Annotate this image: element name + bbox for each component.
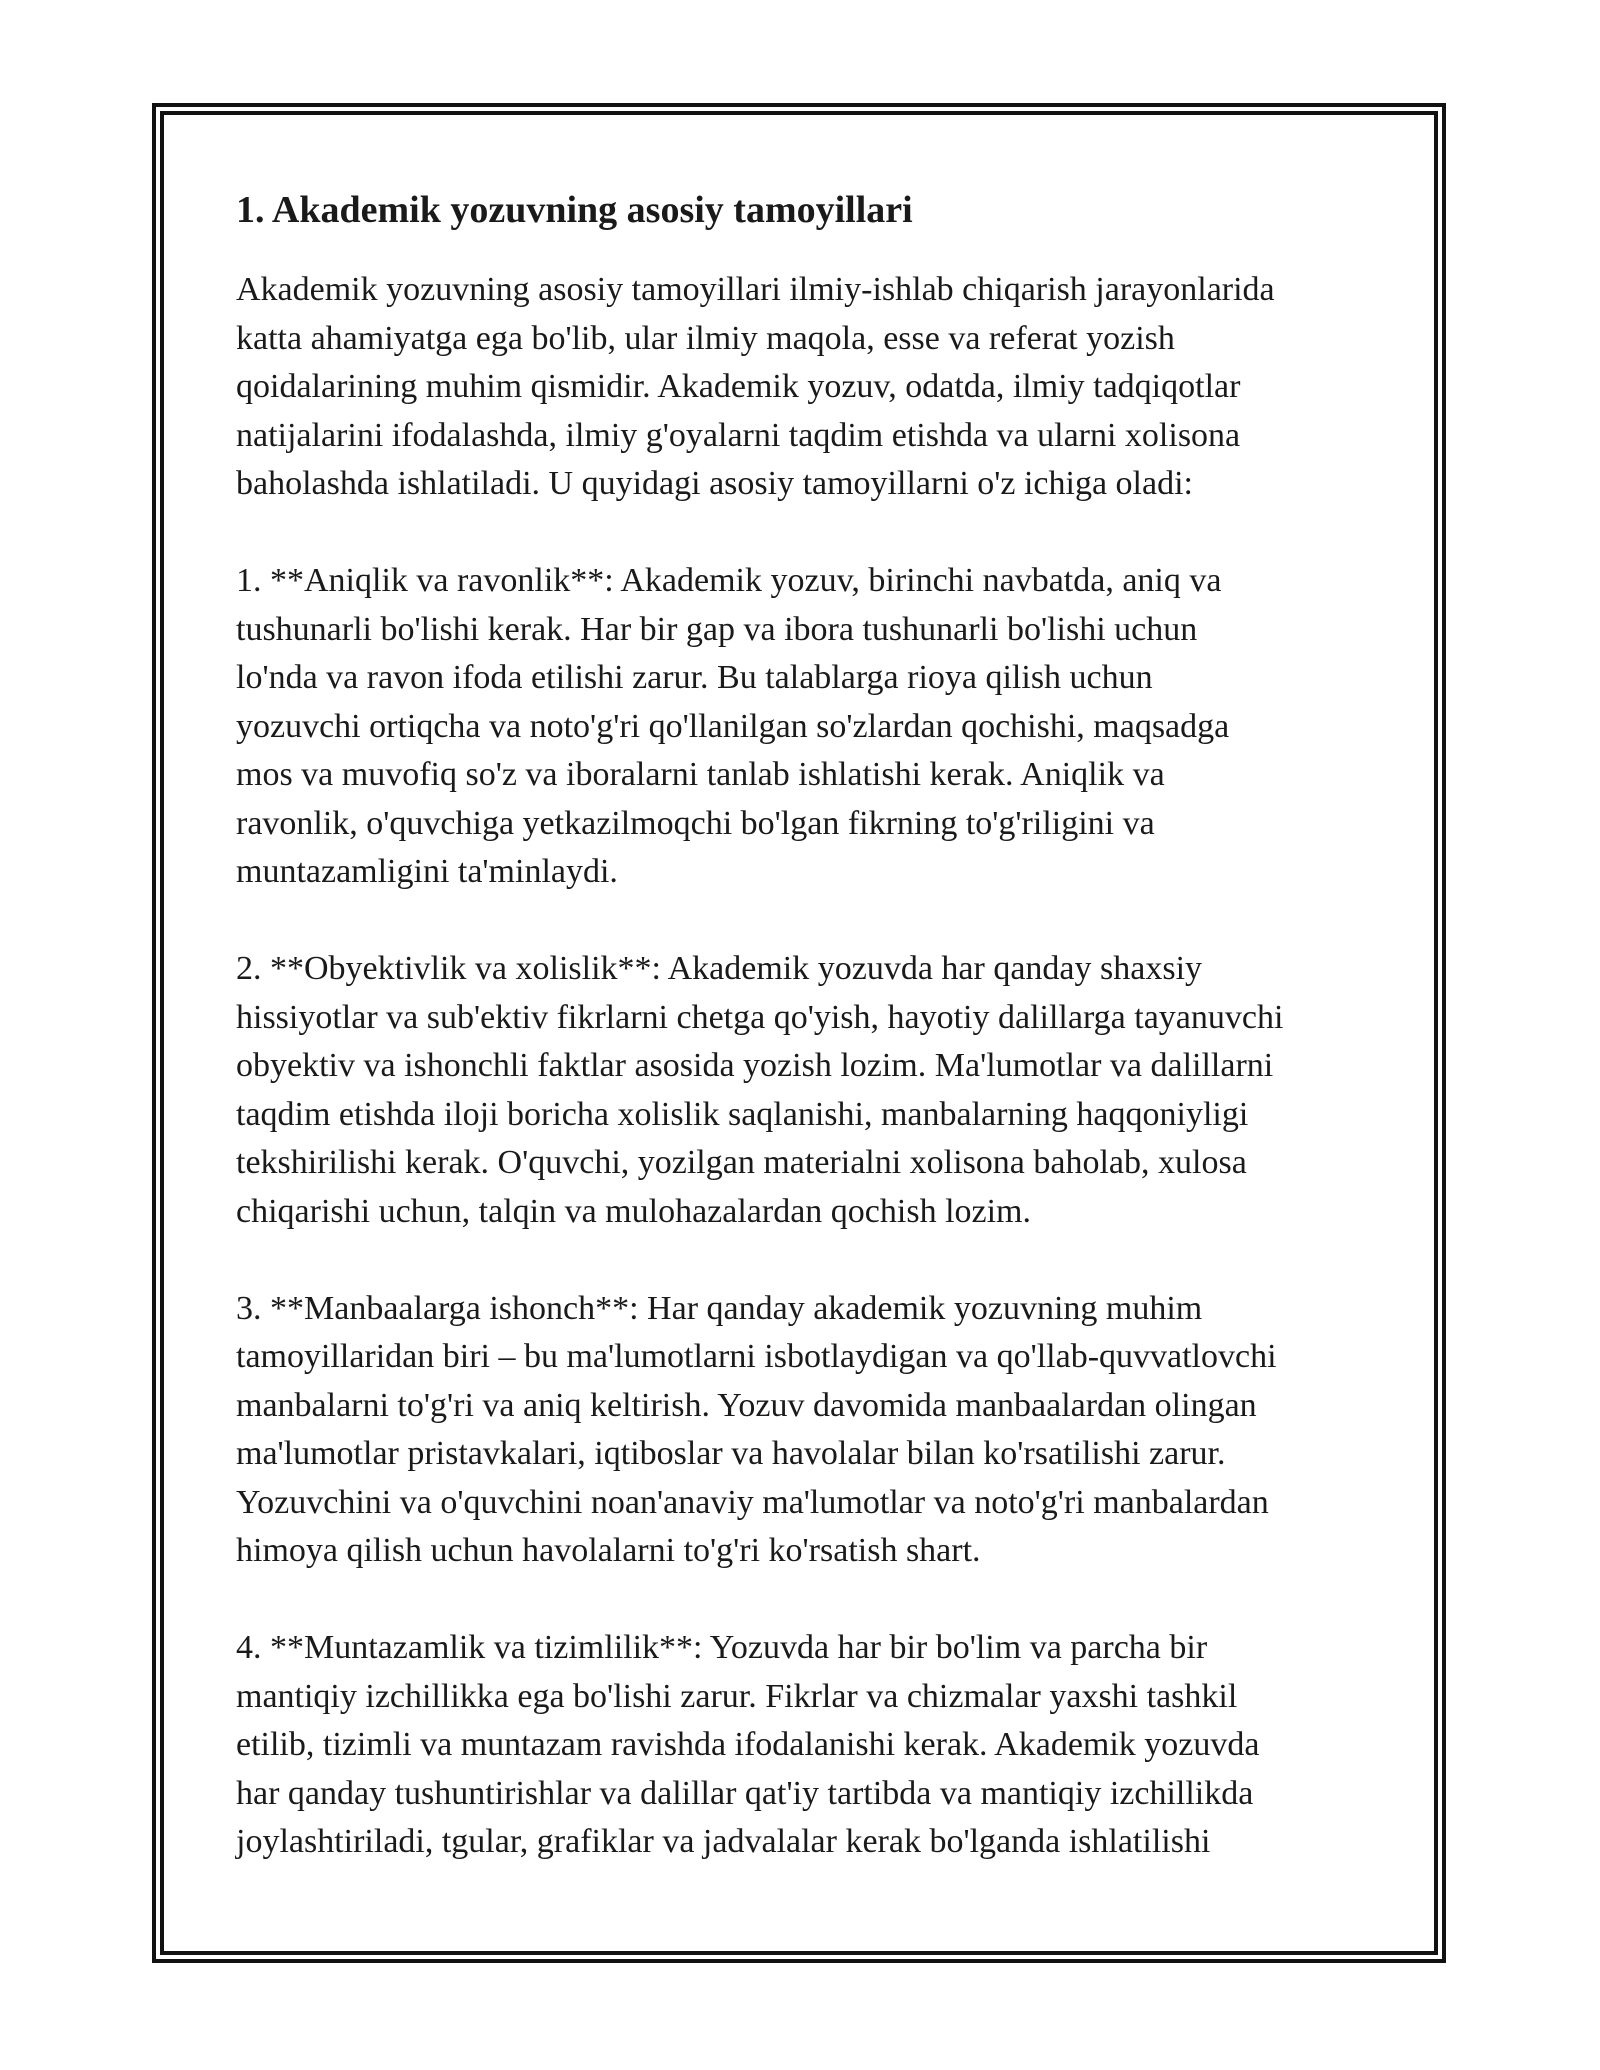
principle-3-paragraph: 3. **Manbaalarga ishonch**: Har qanday akademik yozuvning muhim tamoyillaridan biri – bu ma'lumotlarni isbotlaydigan va qo'llab-quvvatlovchi manbalarni to'g'ri va aniq keltirish. Yozuv davomida manbaalardan olingan ma'lumotlar pristavkalari, iqtiboslar va havolalar bilan ko'rsatilishi zarur. Yozuvchini va o'quvchini noan'anaviy ma'lumotlar va noto'g'ri manbalardan himoya qilish uchun havolalarni to'g'ri ko'rsatish shart.: [236, 1289, 1277, 1569]
intro-paragraph: Akademik yozuvning asosiy tamoyillari ilmiy-ishlab chiqarish jarayonlarida katta ahamiyatga ega bo'lib, ular ilmiy maqola, esse va referat yozish qoidalarining muhim qismidir. Akademik yozuv, odatda, ilmiy tadqiqotlar natijalarini ifodalashda, ilmiy g'oyalarni taqdim etishda va ularni xolisona baholashda ishlatiladi. U quyidagi asosiy tamoyillarni o'z ichiga oladi:: [236, 271, 1275, 502]
principle-2-paragraph: 2. **Obyektivlik va xolislik**: Akademik yozuvda har qanday shaxsiy hissiyotlar va sub'ektiv fikrlarni chetga qo'yish, hayotiy dalillarga tayanuvchi obyektiv va ishonchli faktlar asosida yozish lozim. Ma'lumotlar va dalillarni taqdim etishda iloji boricha xolislik saqlanishi, manbalarning haqqoniyligi tekshirilishi kerak. O'quvchi, yozilgan materialni xolisona baholab, xulosa chiqarishi uchun, talqin va mulohazalardan qochish lozim.: [236, 950, 1284, 1230]
principle-4-paragraph: 4. **Muntazamlik va tizimlilik**: Yozuvda har bir bo'lim va parcha bir mantiqiy izchillikka ega bo'lishi zarur. Fikrlar va chizmalar yaxshi tashkil etilib, tizimli va muntazam ravishda ifodalanishi kerak. Akademik yozuvda har qanday tushuntirishlar va dalillar qat'iy tartibda va mantiqiy izchillikda joylashtiriladi, tgular, grafiklar va jadvalalar kerak bo'lganda ishlatilishi: [236, 1629, 1260, 1860]
section-heading: 1. Akademik yozuvning asosiy tamoyillari: [236, 189, 913, 231]
principle-1-paragraph: 1. **Aniqlik va ravonlik**: Akademik yozuv, birinchi navbatda, aniq va tushunarli bo'lishi kerak. Har bir gap va ibora tushunarli bo'lishi uchun lo'nda va ravon ifoda etilishi zarur. Bu talablarga rioya qilish uchun yozuvchi ortiqcha va noto'g'ri qo'llanilgan so'zlardan qochishi, maqsadga mos va muvofiq so'z va iboralarni tanlab ishlatishi kerak. Aniqlik va ravonlik, o'quvchiga yetkazilmoqchi bo'lgan fikrning to'g'riligini va muntazamligini ta'minlaydi.: [236, 562, 1230, 890]
document-body: [236, 186, 1376, 1915]
